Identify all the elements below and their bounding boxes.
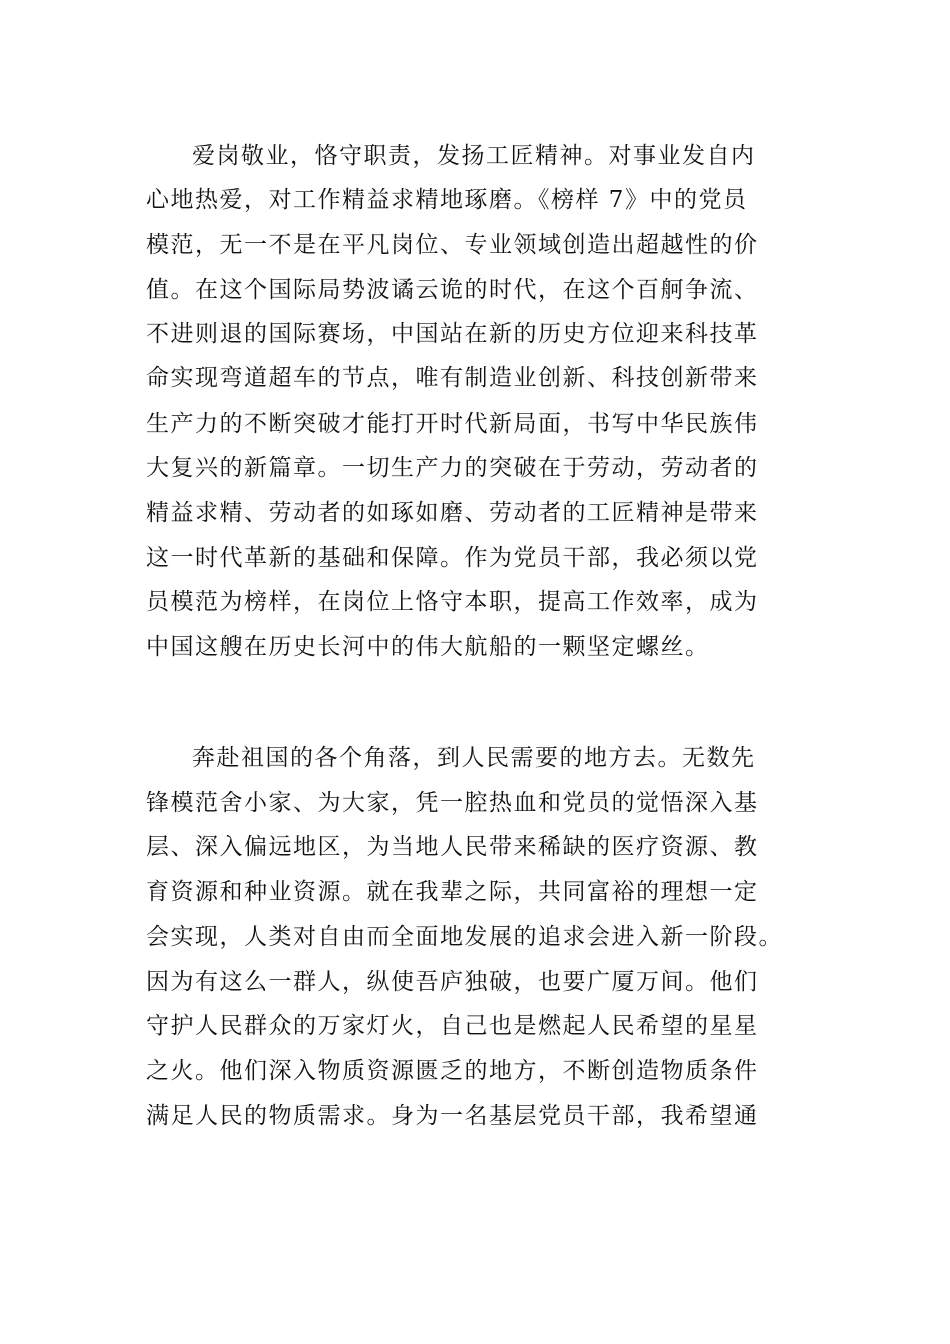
paragraph-2-line-3: 层、深入偏远地区，为当地人民带来稀缺的医疗资源、教 xyxy=(146,834,759,860)
paragraph-1-line-3: 模范，无一不是在平凡岗位、专业领域创造出超越性的价 xyxy=(146,232,759,258)
paragraph-1-line-1: 爱岗敬业，恪守职责，发扬工匠精神。对事业发自内 xyxy=(192,143,756,169)
paragraph-1-line-7: 生产力的不断突破才能打开时代新局面，书写中华民族伟 xyxy=(146,411,759,437)
paragraph-2-line-6: 因为有这么一群人，纵使吾庐独破，也要广厦万间。他们 xyxy=(146,969,759,995)
paragraph-1-line-6: 命实现弯道超车的节点，唯有制造业创新、科技创新带来 xyxy=(146,365,759,391)
paragraph-1-line-11: 员模范为榜样，在岗位上恪守本职，提高工作效率，成为 xyxy=(146,589,759,615)
paragraph-2-line-8: 之火。他们深入物质资源匮乏的地方，不断创造物质条件 xyxy=(146,1058,759,1084)
paragraph-2-line-5: 会实现，人类对自由而全面地发展的追求会进入新一阶段。 xyxy=(146,924,783,950)
paragraph-2-line-4: 育资源和种业资源。就在我辈之际，共同富裕的理想一定 xyxy=(146,879,759,905)
paragraph-1-line-2: 心地热爱，对工作精益求精地琢磨。《榜样 7》中的党员 xyxy=(146,187,748,213)
paragraph-2-line-2: 锋模范舍小家、为大家，凭一腔热血和党员的觉悟深入基 xyxy=(146,790,759,816)
paragraph-2-line-7: 守护人民群众的万家灯火，自己也是燃起人民希望的星星 xyxy=(146,1013,759,1039)
paragraph-1-line-5: 不进则退的国际赛场，中国站在新的历史方位迎来科技革 xyxy=(146,321,759,347)
paragraph-1-line-9: 精益求精、劳动者的如琢如磨、劳动者的工匠精神是带来 xyxy=(146,500,759,526)
paragraph-1-line-12: 中国这艘在历史长河中的伟大航船的一颗坚定螺丝。 xyxy=(146,634,710,660)
paragraph-1-line-8: 大复兴的新篇章。一切生产力的突破在于劳动，劳动者的 xyxy=(146,455,759,481)
paragraph-1-line-4: 值。在这个国际局势波谲云诡的时代，在这个百舸争流、 xyxy=(146,277,759,303)
paragraph-2-line-1: 奔赴祖国的各个角落，到人民需要的地方去。无数先 xyxy=(192,745,756,771)
paragraph-1-line-10: 这一时代革新的基础和保障。作为党员干部，我必须以党 xyxy=(146,545,759,571)
paragraph-2-line-9: 满足人民的物质需求。身为一名基层党员干部，我希望通 xyxy=(146,1103,759,1129)
